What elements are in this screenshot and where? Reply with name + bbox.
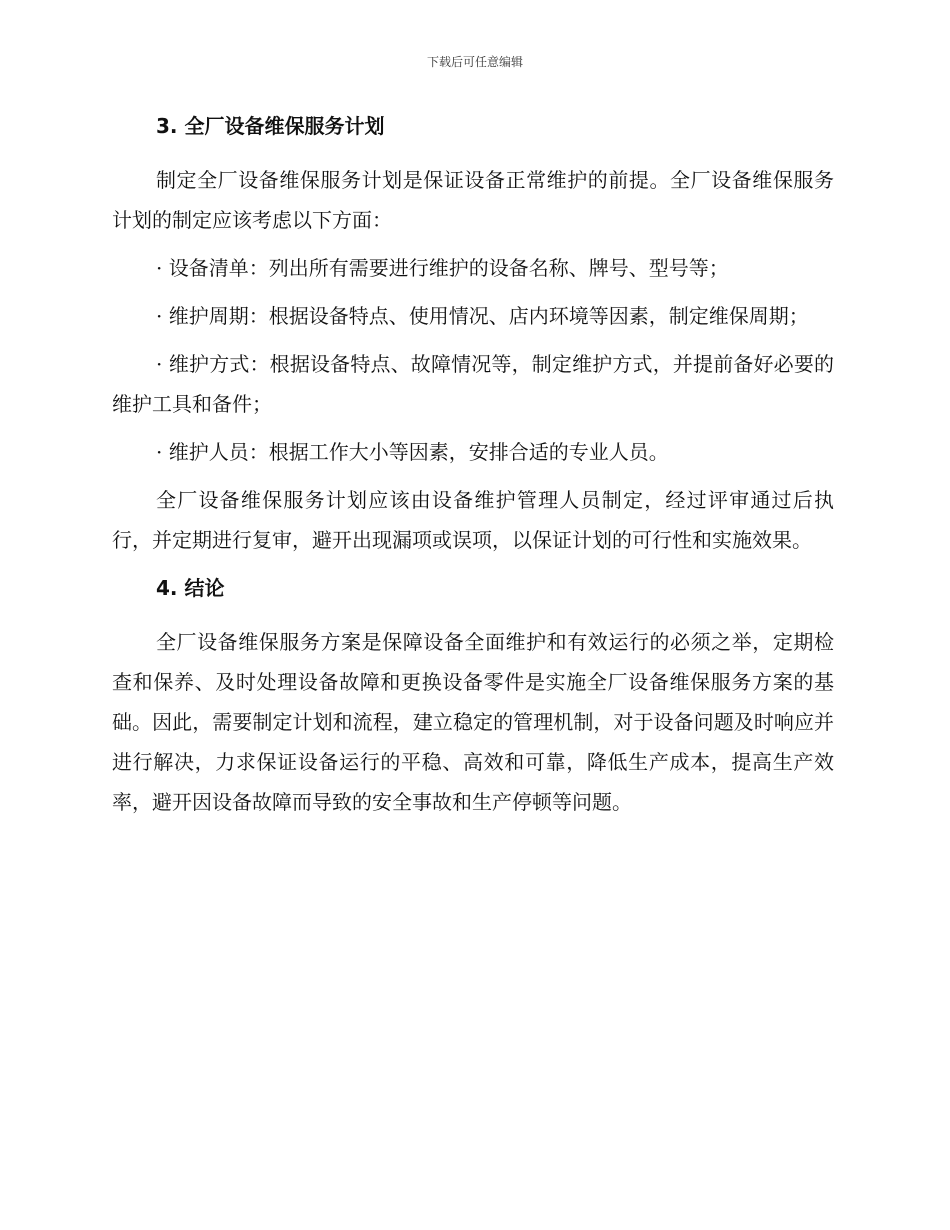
list-item-maintenance-method: · 维护方式：根据设备特点、故障情况等，制定维护方式，并提前备好必要的维护工具和备件； [112, 352, 834, 416]
list-item-equipment-inventory: · 设备清单：列出所有需要进行维护的设备名称、牌号、型号等； [156, 256, 729, 280]
section-3-intro-paragraph: 制定全厂设备维保服务计划是保证设备正常维护的前提。全厂设备维保服务计划的制定应该考虑以下方面： [112, 168, 834, 232]
document-body [112, 106, 834, 822]
list-item-maintenance-staff: · 维护人员：根据工作大小等因素，安排合适的专业人员。 [156, 440, 669, 464]
section-4-body-paragraph: 全厂设备维保服务方案是保障设备全面维护和有效运行的必须之举，定期检查和保养、及时处理设备故障和更换设备零件是实施全厂设备维保服务方案的基础。因此，需要制定计划和流程，建立稳定的管理机制，对于设备问题及时响应并进行解决，力求保证设备运行的平稳、高效和可靠，降低生产成本，提高生产效率，避开因设备故障而导致的安全事故和生产停顿等问题。 [112, 630, 834, 814]
section-3-closing-paragraph: 全厂设备维保服务计划应该由设备维护管理人员制定，经过评审通过后执行，并定期进行复审，避开出现漏项或误项，以保证计划的可行性和实施效果。 [112, 488, 834, 552]
section-3-heading: 3. 全厂设备维保服务计划 [156, 114, 385, 138]
page-header: 下载后可任意编辑 [426, 55, 523, 69]
list-item-maintenance-cycle: · 维护周期：根据设备特点、使用情况、店内环境等因素，制定维保周期； [156, 304, 809, 328]
section-4-heading: 4. 结论 [156, 576, 225, 600]
